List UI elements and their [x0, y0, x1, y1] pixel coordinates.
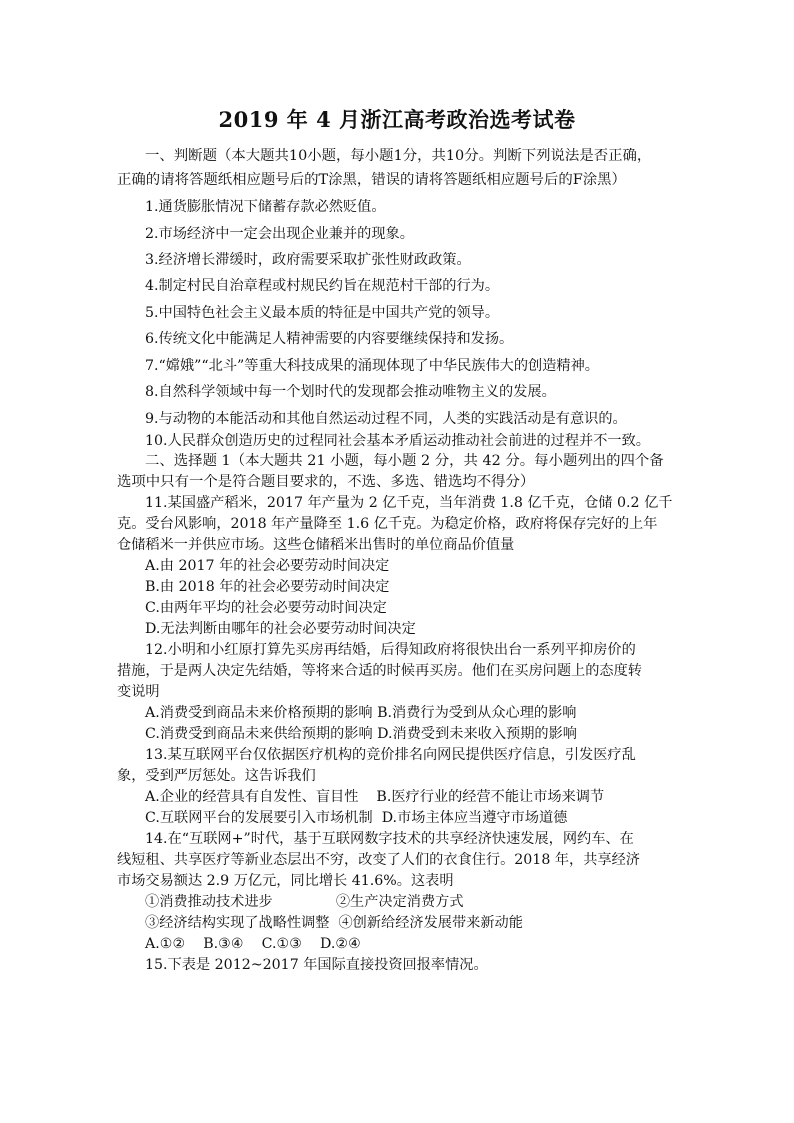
question-11-option: A.由 2017 年的社会必要劳动时间决定: [145, 558, 390, 574]
question-14-answer-choices: A.①② B.③④ C.①③ D.②④: [145, 936, 361, 952]
judge-item: 1.通货膨胀情况下储蓄存款必然贬值。: [145, 199, 386, 215]
question-15-text: 15.下表是 2012~2017 年国际直接投资回报率情况。: [145, 957, 488, 973]
question-11-option: D.无法判断由哪年的社会必要劳动时间决定: [145, 621, 416, 637]
question-14-text: 线短租、共享医疗等新业态层出不穷，改变了人们的衣食住行。2018 年，共享经济: [117, 852, 640, 868]
question-13-text: 13.某互联网平台仅依据医疗机构的竞价排名向网民提供医疗信息，引发医疗乱: [145, 747, 636, 763]
question-14-text: 14.在“互联网+”时代，基于互联网数字技术的共享经济快速发展，网约车、在: [145, 831, 634, 847]
section2-heading-line2: 选项中只有一个是符合题目要求的，不选、多选、错选均不得分）: [117, 474, 535, 490]
question-12-text: 措施，于是两人决定先结婚，等将来合适的时候再买房。他们在买房问题上的态度转: [117, 663, 642, 679]
judge-item: 7.“嫦娥”“北斗”等重大科技成果的涌现体现了中华民族伟大的创造精神。: [145, 358, 599, 374]
question-13-option: C.互联网平台的发展要引入市场机制 D.市场主体应当遵守市场道德: [145, 810, 568, 826]
question-14-option: ①消费推动技术进步 ②生产决定消费方式: [145, 894, 464, 910]
question-14-option: ③经济结构实现了战略性调整 ④创新给经济发展带来新动能: [145, 915, 523, 931]
question-12-option: C.消费受到商品未来供给预期的影响 D.消费受到未来收入预期的影响: [145, 726, 577, 742]
question-13-text: 象，受到严厉惩处。这告诉我们: [117, 768, 316, 784]
question-12-text: 变说明: [117, 684, 160, 700]
judge-item: 10.人民群众创造历史的过程同社会基本矛盾运动推动社会前进的过程并不一致。: [145, 433, 650, 449]
judge-item: 2.市场经济中一定会出现企业兼并的现象。: [145, 226, 414, 242]
question-11-text: 仓储稻米一并供应市场。这些仓储稻米出售时的单位商品价值量: [117, 537, 515, 553]
judge-item: 6.传统文化中能满足人精神需要的内容要继续保持和发扬。: [145, 331, 514, 347]
question-11-option: C.由两年平均的社会必要劳动时间决定: [145, 600, 387, 616]
judge-item: 5.中国特色社会主义最本质的特征是中国共产党的领导。: [145, 305, 500, 321]
judge-item: 9.与动物的本能活动和其他自然运动过程不同，人类的实践活动是有意识的。: [145, 411, 627, 427]
question-11-option: B.由 2018 年的社会必要劳动时间决定: [145, 579, 390, 595]
judge-item: 3.经济增长滞缓时，政府需要采取扩张性财政政策。: [145, 252, 471, 268]
question-11-text: 克。受台风影响，2018 年产量降至 1.6 亿千克。为稳定价格，政府将保存完好的上年: [117, 516, 658, 532]
question-14-text: 市场交易额达 2.9 万亿元，同比增长 41.6%。这表明: [117, 873, 454, 889]
section1-heading-line2: 正确的请将答题纸相应题号后的T涂黑，错误的请将答题纸相应题号后的F涂黑）: [117, 172, 626, 188]
question-12-option: A.消费受到商品未来价格预期的影响 B.消费行为受到从众心理的影响: [145, 705, 577, 721]
question-13-option: A.企业的经营具有自发性、盲目性 B.医疗行业的经营不能让市场来调节: [145, 789, 605, 805]
section1-heading-line1: 一、判断题（本大题共10小题，每小题1分，共10分。判断下列说法是否正确，: [145, 148, 652, 164]
exam-title: 2019 年 4 月浙江高考政治选考试卷: [218, 107, 576, 132]
question-12-text: 12.小明和小红原打算先买房再结婚，后得知政府将很快出台一系列平抑房价的: [145, 642, 636, 658]
judge-item: 8.自然科学领域中每一个划时代的发现都会推动唯物主义的发展。: [145, 384, 556, 400]
question-11-text: 11.某国盛产稻米，2017 年产量为 2 亿千克，当年消费 1.8 亿千克，仓储 0.2 亿千: [145, 495, 673, 511]
section2-heading-line1: 二、选择题 1（本大题共 21 小题，每小题 2 分，共 42 分。每小题列出的四个备: [145, 453, 664, 469]
judge-item: 4.制定村民自治章程或村规民约旨在规范村干部的行为。: [145, 278, 500, 294]
